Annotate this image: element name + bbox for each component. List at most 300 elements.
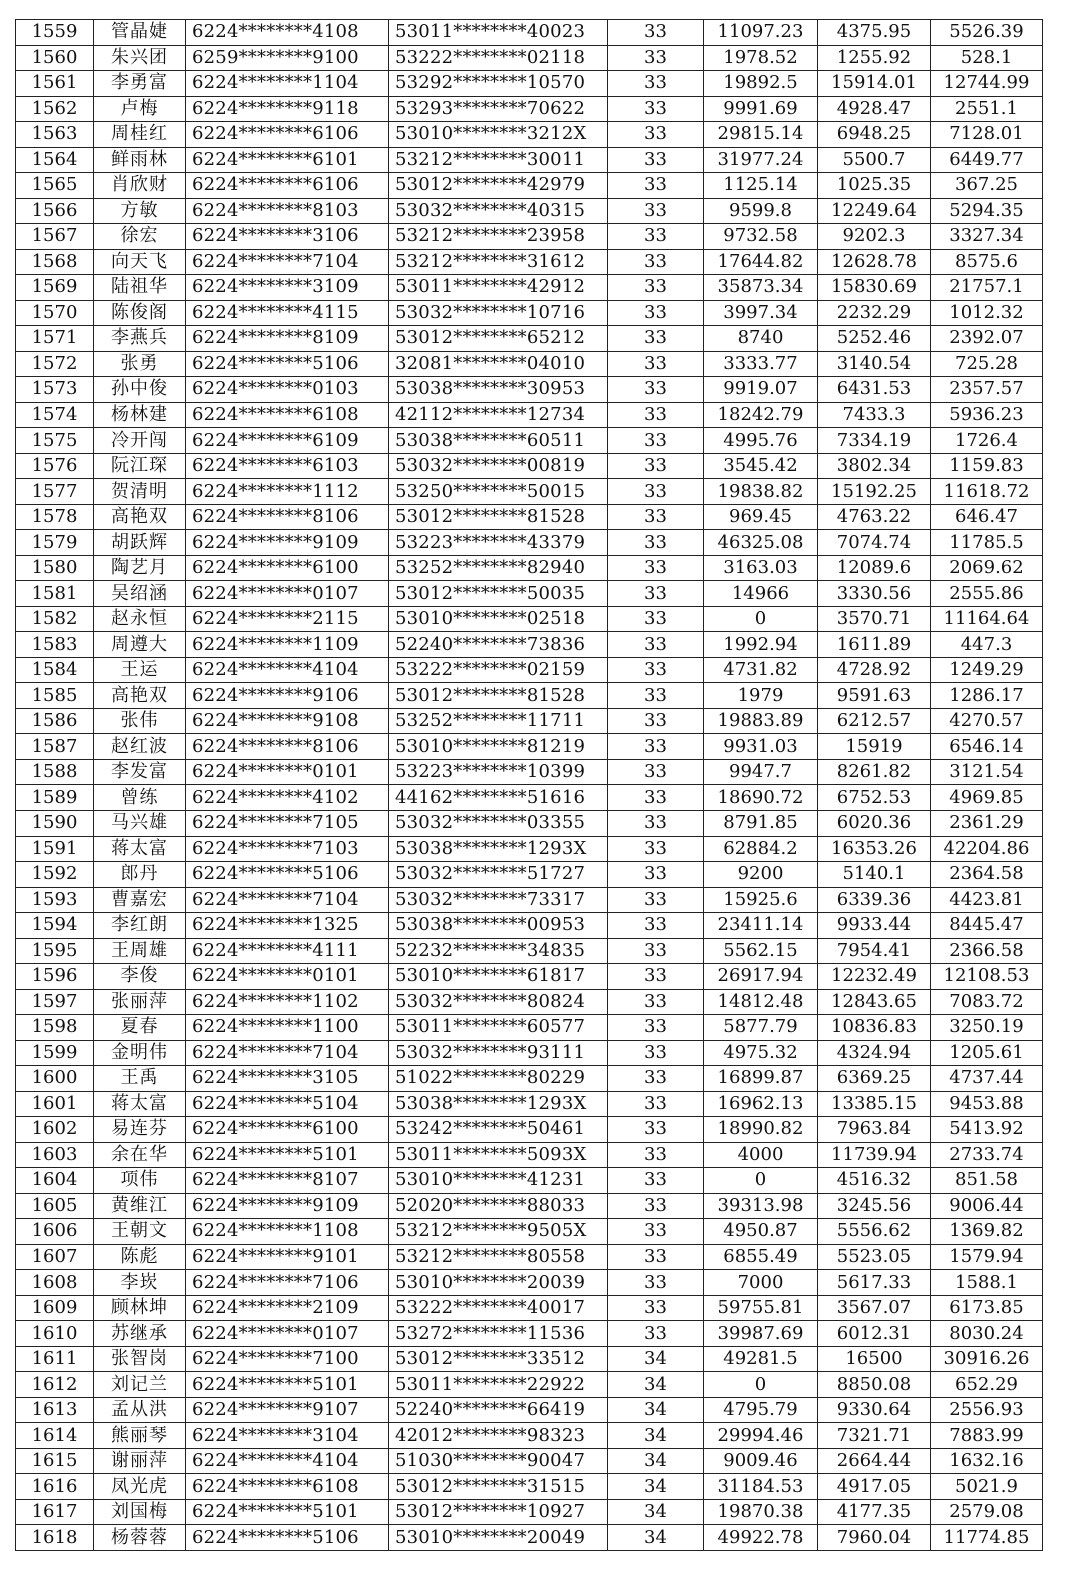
cell-name: 周遵大 xyxy=(94,632,186,658)
cell-card: 6224********0101 xyxy=(186,964,389,990)
cell-row-number: 1584 xyxy=(16,657,94,683)
cell-amount-a: 4975.32 xyxy=(704,1040,818,1066)
cell-name: 周桂红 xyxy=(94,122,186,148)
table-row xyxy=(16,555,1043,581)
cell-card: 6224********0107 xyxy=(186,1321,389,1347)
cell-month: 34 xyxy=(608,1372,704,1398)
cell-amount-a: 3545.42 xyxy=(704,453,818,479)
cell-month: 33 xyxy=(608,683,704,709)
cell-card: 6224********5101 xyxy=(186,1372,389,1398)
cell-month: 33 xyxy=(608,147,704,173)
cell-month: 33 xyxy=(608,479,704,505)
cell-name: 方敏 xyxy=(94,198,186,224)
cell-name: 陈俊阁 xyxy=(94,300,186,326)
cell-amount-c: 1632.16 xyxy=(931,1448,1043,1474)
cell-id: 53010********3212X xyxy=(389,122,608,148)
cell-amount-a: 29815.14 xyxy=(704,122,818,148)
cell-card: 6224********4102 xyxy=(186,785,389,811)
cell-amount-c: 2366.58 xyxy=(931,938,1043,964)
cell-month: 33 xyxy=(608,1321,704,1347)
cell-row-number: 1570 xyxy=(16,300,94,326)
cell-amount-b: 3802.34 xyxy=(818,453,931,479)
cell-amount-a: 4795.79 xyxy=(704,1397,818,1423)
cell-amount-b: 5556.62 xyxy=(818,1219,931,1245)
cell-month: 33 xyxy=(608,1066,704,1092)
table-row xyxy=(16,606,1043,632)
cell-amount-a: 11097.23 xyxy=(704,20,818,46)
cell-month: 33 xyxy=(608,402,704,428)
cell-card: 6224********6106 xyxy=(186,173,389,199)
cell-id: 53010********02518 xyxy=(389,606,608,632)
cell-row-number: 1575 xyxy=(16,428,94,454)
table-row xyxy=(16,1346,1043,1372)
cell-amount-b: 15192.25 xyxy=(818,479,931,505)
cell-card: 6224********7105 xyxy=(186,810,389,836)
cell-amount-c: 12108.53 xyxy=(931,964,1043,990)
cell-amount-b: 4917.05 xyxy=(818,1474,931,1500)
cell-row-number: 1596 xyxy=(16,964,94,990)
cell-name: 阮江琛 xyxy=(94,453,186,479)
table-row xyxy=(16,173,1043,199)
cell-name: 徐宏 xyxy=(94,224,186,250)
table-row xyxy=(16,351,1043,377)
table-row xyxy=(16,377,1043,403)
cell-month: 33 xyxy=(608,45,704,71)
cell-name: 凤光虎 xyxy=(94,1474,186,1500)
cell-amount-c: 725.28 xyxy=(931,351,1043,377)
cell-month: 34 xyxy=(608,1525,704,1551)
cell-id: 52240********66419 xyxy=(389,1397,608,1423)
cell-name: 冷开闯 xyxy=(94,428,186,454)
cell-month: 34 xyxy=(608,1423,704,1449)
cell-amount-a: 14812.48 xyxy=(704,989,818,1015)
cell-row-number: 1618 xyxy=(16,1525,94,1551)
cell-card: 6224********3106 xyxy=(186,224,389,250)
cell-row-number: 1563 xyxy=(16,122,94,148)
table-row xyxy=(16,326,1043,352)
cell-card: 6224********5106 xyxy=(186,862,389,888)
cell-month: 34 xyxy=(608,1474,704,1500)
cell-card: 6224********2115 xyxy=(186,606,389,632)
cell-card: 6224********5106 xyxy=(186,1525,389,1551)
cell-amount-a: 4950.87 xyxy=(704,1219,818,1245)
cell-amount-b: 5617.33 xyxy=(818,1270,931,1296)
cell-card: 6224********3109 xyxy=(186,275,389,301)
cell-id: 53010********81219 xyxy=(389,734,608,760)
cell-name: 杨蓉蓉 xyxy=(94,1525,186,1551)
cell-amount-a: 23411.14 xyxy=(704,913,818,939)
cell-amount-a: 4995.76 xyxy=(704,428,818,454)
cell-amount-c: 12744.99 xyxy=(931,71,1043,97)
cell-card: 6224********4104 xyxy=(186,1448,389,1474)
table-row xyxy=(16,581,1043,607)
cell-id: 53223********10399 xyxy=(389,759,608,785)
cell-month: 33 xyxy=(608,657,704,683)
table-row xyxy=(16,402,1043,428)
cell-name: 李崁 xyxy=(94,1270,186,1296)
cell-month: 33 xyxy=(608,785,704,811)
cell-amount-c: 11785.5 xyxy=(931,530,1043,556)
cell-name: 张勇 xyxy=(94,351,186,377)
cell-amount-c: 42204.86 xyxy=(931,836,1043,862)
cell-amount-c: 11774.85 xyxy=(931,1525,1043,1551)
cell-row-number: 1564 xyxy=(16,147,94,173)
cell-amount-a: 5562.15 xyxy=(704,938,818,964)
cell-month: 33 xyxy=(608,1040,704,1066)
cell-amount-c: 2579.08 xyxy=(931,1499,1043,1525)
cell-name: 李燕兵 xyxy=(94,326,186,352)
cell-id: 53293********70622 xyxy=(389,96,608,122)
cell-month: 33 xyxy=(608,836,704,862)
cell-amount-a: 9200 xyxy=(704,862,818,888)
cell-name: 苏继承 xyxy=(94,1321,186,1347)
cell-card: 6224********7103 xyxy=(186,836,389,862)
cell-amount-b: 7960.04 xyxy=(818,1525,931,1551)
cell-amount-b: 1025.35 xyxy=(818,173,931,199)
cell-amount-c: 2361.29 xyxy=(931,810,1043,836)
cell-row-number: 1613 xyxy=(16,1397,94,1423)
cell-card: 6224********7100 xyxy=(186,1346,389,1372)
cell-id: 53011********60577 xyxy=(389,1015,608,1041)
cell-row-number: 1602 xyxy=(16,1117,94,1143)
cell-month: 33 xyxy=(608,555,704,581)
cell-row-number: 1597 xyxy=(16,989,94,1015)
table-row xyxy=(16,708,1043,734)
table-row xyxy=(16,224,1043,250)
cell-card: 6224********6100 xyxy=(186,555,389,581)
cell-amount-b: 4763.22 xyxy=(818,504,931,530)
cell-name: 陈彪 xyxy=(94,1244,186,1270)
cell-amount-b: 7334.19 xyxy=(818,428,931,454)
table-row xyxy=(16,657,1043,683)
table-row xyxy=(16,683,1043,709)
cell-amount-c: 8030.24 xyxy=(931,1321,1043,1347)
cell-amount-b: 5523.05 xyxy=(818,1244,931,1270)
cell-name: 熊丽琴 xyxy=(94,1423,186,1449)
cell-amount-a: 4731.82 xyxy=(704,657,818,683)
cell-month: 34 xyxy=(608,1499,704,1525)
cell-card: 6224********1109 xyxy=(186,632,389,658)
cell-amount-b: 7321.71 xyxy=(818,1423,931,1449)
cell-amount-c: 5526.39 xyxy=(931,20,1043,46)
cell-id: 53292********10570 xyxy=(389,71,608,97)
cell-amount-b: 9591.63 xyxy=(818,683,931,709)
cell-name: 易连芬 xyxy=(94,1117,186,1143)
cell-amount-c: 6173.85 xyxy=(931,1295,1043,1321)
cell-amount-c: 2733.74 xyxy=(931,1142,1043,1168)
cell-row-number: 1587 xyxy=(16,734,94,760)
cell-amount-b: 3567.07 xyxy=(818,1295,931,1321)
cell-card: 6224********5101 xyxy=(186,1499,389,1525)
cell-name: 赵红波 xyxy=(94,734,186,760)
cell-amount-b: 4324.94 xyxy=(818,1040,931,1066)
cell-amount-c: 11618.72 xyxy=(931,479,1043,505)
cell-amount-a: 15925.6 xyxy=(704,887,818,913)
table-row xyxy=(16,71,1043,97)
cell-card: 6224********7106 xyxy=(186,1270,389,1296)
cell-month: 33 xyxy=(608,96,704,122)
cell-card: 6224********5101 xyxy=(186,1142,389,1168)
cell-month: 33 xyxy=(608,275,704,301)
cell-amount-b: 4728.92 xyxy=(818,657,931,683)
cell-row-number: 1561 xyxy=(16,71,94,97)
table-row xyxy=(16,1168,1043,1194)
cell-amount-a: 9732.58 xyxy=(704,224,818,250)
cell-row-number: 1590 xyxy=(16,810,94,836)
cell-amount-c: 5413.92 xyxy=(931,1117,1043,1143)
cell-amount-b: 6012.31 xyxy=(818,1321,931,1347)
cell-month: 33 xyxy=(608,606,704,632)
cell-card: 6224********2109 xyxy=(186,1295,389,1321)
cell-name: 李俊 xyxy=(94,964,186,990)
cell-amount-b: 9330.64 xyxy=(818,1397,931,1423)
cell-amount-a: 62884.2 xyxy=(704,836,818,862)
cell-card: 6224********5104 xyxy=(186,1091,389,1117)
cell-row-number: 1609 xyxy=(16,1295,94,1321)
cell-row-number: 1583 xyxy=(16,632,94,658)
cell-row-number: 1567 xyxy=(16,224,94,250)
cell-amount-a: 6855.49 xyxy=(704,1244,818,1270)
cell-amount-b: 13385.15 xyxy=(818,1091,931,1117)
cell-month: 33 xyxy=(608,1015,704,1041)
cell-row-number: 1572 xyxy=(16,351,94,377)
cell-amount-b: 6752.53 xyxy=(818,785,931,811)
cell-id: 53010********41231 xyxy=(389,1168,608,1194)
cell-row-number: 1614 xyxy=(16,1423,94,1449)
table-row xyxy=(16,122,1043,148)
table-row xyxy=(16,20,1043,46)
cell-amount-b: 11739.94 xyxy=(818,1142,931,1168)
cell-amount-c: 1579.94 xyxy=(931,1244,1043,1270)
cell-card: 6224********7104 xyxy=(186,249,389,275)
cell-name: 马兴雄 xyxy=(94,810,186,836)
cell-card: 6224********3105 xyxy=(186,1066,389,1092)
cell-id: 53222********02118 xyxy=(389,45,608,71)
cell-amount-a: 0 xyxy=(704,606,818,632)
table-row xyxy=(16,96,1043,122)
cell-amount-a: 1125.14 xyxy=(704,173,818,199)
cell-name: 黄维江 xyxy=(94,1193,186,1219)
cell-amount-a: 16962.13 xyxy=(704,1091,818,1117)
cell-amount-c: 6449.77 xyxy=(931,147,1043,173)
cell-amount-b: 3245.56 xyxy=(818,1193,931,1219)
cell-amount-c: 1012.32 xyxy=(931,300,1043,326)
cell-name: 张丽萍 xyxy=(94,989,186,1015)
cell-amount-c: 9453.88 xyxy=(931,1091,1043,1117)
cell-card: 6224********0103 xyxy=(186,377,389,403)
table-row xyxy=(16,1040,1043,1066)
cell-id: 53032********00819 xyxy=(389,453,608,479)
cell-id: 51022********80229 xyxy=(389,1066,608,1092)
cell-amount-c: 4270.57 xyxy=(931,708,1043,734)
cell-amount-b: 2232.29 xyxy=(818,300,931,326)
cell-row-number: 1586 xyxy=(16,708,94,734)
cell-amount-c: 5294.35 xyxy=(931,198,1043,224)
table-row xyxy=(16,1448,1043,1474)
cell-name: 李发富 xyxy=(94,759,186,785)
cell-row-number: 1562 xyxy=(16,96,94,122)
cell-amount-a: 0 xyxy=(704,1168,818,1194)
cell-card: 6224********6101 xyxy=(186,147,389,173)
cell-name: 贺清明 xyxy=(94,479,186,505)
cell-row-number: 1607 xyxy=(16,1244,94,1270)
cell-id: 53011********5093X xyxy=(389,1142,608,1168)
cell-card: 6259********9100 xyxy=(186,45,389,71)
cell-amount-b: 15919 xyxy=(818,734,931,760)
cell-row-number: 1569 xyxy=(16,275,94,301)
cell-row-number: 1568 xyxy=(16,249,94,275)
table-row xyxy=(16,938,1043,964)
cell-amount-a: 9919.07 xyxy=(704,377,818,403)
cell-card: 6224********6103 xyxy=(186,453,389,479)
cell-amount-a: 4000 xyxy=(704,1142,818,1168)
cell-card: 6224********6109 xyxy=(186,428,389,454)
cell-id: 53222********02159 xyxy=(389,657,608,683)
cell-month: 33 xyxy=(608,224,704,250)
cell-amount-b: 5252.46 xyxy=(818,326,931,352)
cell-amount-b: 10836.83 xyxy=(818,1015,931,1041)
cell-card: 6224********4111 xyxy=(186,938,389,964)
cell-month: 34 xyxy=(608,1346,704,1372)
cell-row-number: 1617 xyxy=(16,1499,94,1525)
table-row xyxy=(16,45,1043,71)
table-row xyxy=(16,1091,1043,1117)
table-row xyxy=(16,836,1043,862)
cell-name: 胡跃辉 xyxy=(94,530,186,556)
cell-amount-b: 4516.32 xyxy=(818,1168,931,1194)
cell-amount-a: 19883.89 xyxy=(704,708,818,734)
cell-row-number: 1600 xyxy=(16,1066,94,1092)
cell-amount-a: 31977.24 xyxy=(704,147,818,173)
cell-name: 管晶婕 xyxy=(94,20,186,46)
cell-name: 陆祖华 xyxy=(94,275,186,301)
cell-row-number: 1608 xyxy=(16,1270,94,1296)
cell-id: 53223********43379 xyxy=(389,530,608,556)
cell-card: 6224********6108 xyxy=(186,1474,389,1500)
cell-amount-b: 6020.36 xyxy=(818,810,931,836)
cell-card: 6224********6100 xyxy=(186,1117,389,1143)
cell-row-number: 1615 xyxy=(16,1448,94,1474)
cell-amount-a: 29994.46 xyxy=(704,1423,818,1449)
cell-amount-a: 49922.78 xyxy=(704,1525,818,1551)
cell-amount-c: 9006.44 xyxy=(931,1193,1043,1219)
table-row xyxy=(16,428,1043,454)
cell-amount-c: 8445.47 xyxy=(931,913,1043,939)
cell-amount-a: 969.45 xyxy=(704,504,818,530)
cell-name: 余在华 xyxy=(94,1142,186,1168)
table-body xyxy=(16,20,1043,1551)
cell-amount-c: 7083.72 xyxy=(931,989,1043,1015)
cell-amount-a: 39987.69 xyxy=(704,1321,818,1347)
table-row xyxy=(16,1321,1043,1347)
cell-row-number: 1601 xyxy=(16,1091,94,1117)
cell-name: 杨林建 xyxy=(94,402,186,428)
table-row xyxy=(16,1397,1043,1423)
cell-id: 53011********40023 xyxy=(389,20,608,46)
cell-month: 33 xyxy=(608,71,704,97)
cell-row-number: 1595 xyxy=(16,938,94,964)
cell-row-number: 1576 xyxy=(16,453,94,479)
cell-card: 6224********3104 xyxy=(186,1423,389,1449)
cell-row-number: 1591 xyxy=(16,836,94,862)
cell-month: 34 xyxy=(608,1448,704,1474)
cell-card: 6224********8106 xyxy=(186,734,389,760)
cell-row-number: 1610 xyxy=(16,1321,94,1347)
cell-amount-a: 3997.34 xyxy=(704,300,818,326)
cell-amount-b: 15914.01 xyxy=(818,71,931,97)
cell-month: 33 xyxy=(608,1244,704,1270)
cell-amount-c: 652.29 xyxy=(931,1372,1043,1398)
cell-id: 53012********42979 xyxy=(389,173,608,199)
cell-id: 53242********50461 xyxy=(389,1117,608,1143)
cell-amount-c: 2392.07 xyxy=(931,326,1043,352)
cell-amount-c: 3121.54 xyxy=(931,759,1043,785)
cell-amount-a: 7000 xyxy=(704,1270,818,1296)
cell-month: 33 xyxy=(608,708,704,734)
cell-id: 53038********60511 xyxy=(389,428,608,454)
cell-name: 向天飞 xyxy=(94,249,186,275)
cell-card: 6224********4104 xyxy=(186,657,389,683)
cell-row-number: 1616 xyxy=(16,1474,94,1500)
cell-amount-b: 7954.41 xyxy=(818,938,931,964)
cell-name: 谢丽萍 xyxy=(94,1448,186,1474)
cell-name: 张伟 xyxy=(94,708,186,734)
cell-name: 李勇富 xyxy=(94,71,186,97)
cell-amount-c: 528.1 xyxy=(931,45,1043,71)
cell-amount-b: 12089.6 xyxy=(818,555,931,581)
cell-card: 6224********8103 xyxy=(186,198,389,224)
cell-amount-b: 9202.3 xyxy=(818,224,931,250)
table-row xyxy=(16,887,1043,913)
cell-name: 夏春 xyxy=(94,1015,186,1041)
cell-month: 33 xyxy=(608,862,704,888)
cell-id: 53032********93111 xyxy=(389,1040,608,1066)
cell-row-number: 1605 xyxy=(16,1193,94,1219)
cell-amount-a: 8791.85 xyxy=(704,810,818,836)
cell-amount-a: 19892.5 xyxy=(704,71,818,97)
cell-month: 33 xyxy=(608,1270,704,1296)
cell-id: 52232********34835 xyxy=(389,938,608,964)
cell-id: 53011********22922 xyxy=(389,1372,608,1398)
table-row xyxy=(16,249,1043,275)
cell-month: 33 xyxy=(608,326,704,352)
table-row xyxy=(16,759,1043,785)
cell-month: 33 xyxy=(608,810,704,836)
cell-month: 33 xyxy=(608,1193,704,1219)
cell-card: 6224********1102 xyxy=(186,989,389,1015)
cell-amount-a: 19838.82 xyxy=(704,479,818,505)
cell-name: 蒋太富 xyxy=(94,836,186,862)
cell-month: 33 xyxy=(608,938,704,964)
cell-id: 53010********20049 xyxy=(389,1525,608,1551)
cell-card: 6224********9108 xyxy=(186,708,389,734)
cell-card: 6224********1325 xyxy=(186,913,389,939)
table-row xyxy=(16,862,1043,888)
cell-month: 33 xyxy=(608,249,704,275)
cell-amount-c: 2551.1 xyxy=(931,96,1043,122)
cell-amount-b: 12232.49 xyxy=(818,964,931,990)
cell-name: 卢梅 xyxy=(94,96,186,122)
cell-amount-b: 5500.7 xyxy=(818,147,931,173)
cell-amount-a: 1979 xyxy=(704,683,818,709)
cell-name: 金明伟 xyxy=(94,1040,186,1066)
table-row xyxy=(16,530,1043,556)
table-row xyxy=(16,1244,1043,1270)
cell-card: 6224********9109 xyxy=(186,1193,389,1219)
cell-amount-c: 11164.64 xyxy=(931,606,1043,632)
cell-id: 53032********73317 xyxy=(389,887,608,913)
payment-table xyxy=(15,19,1043,1551)
